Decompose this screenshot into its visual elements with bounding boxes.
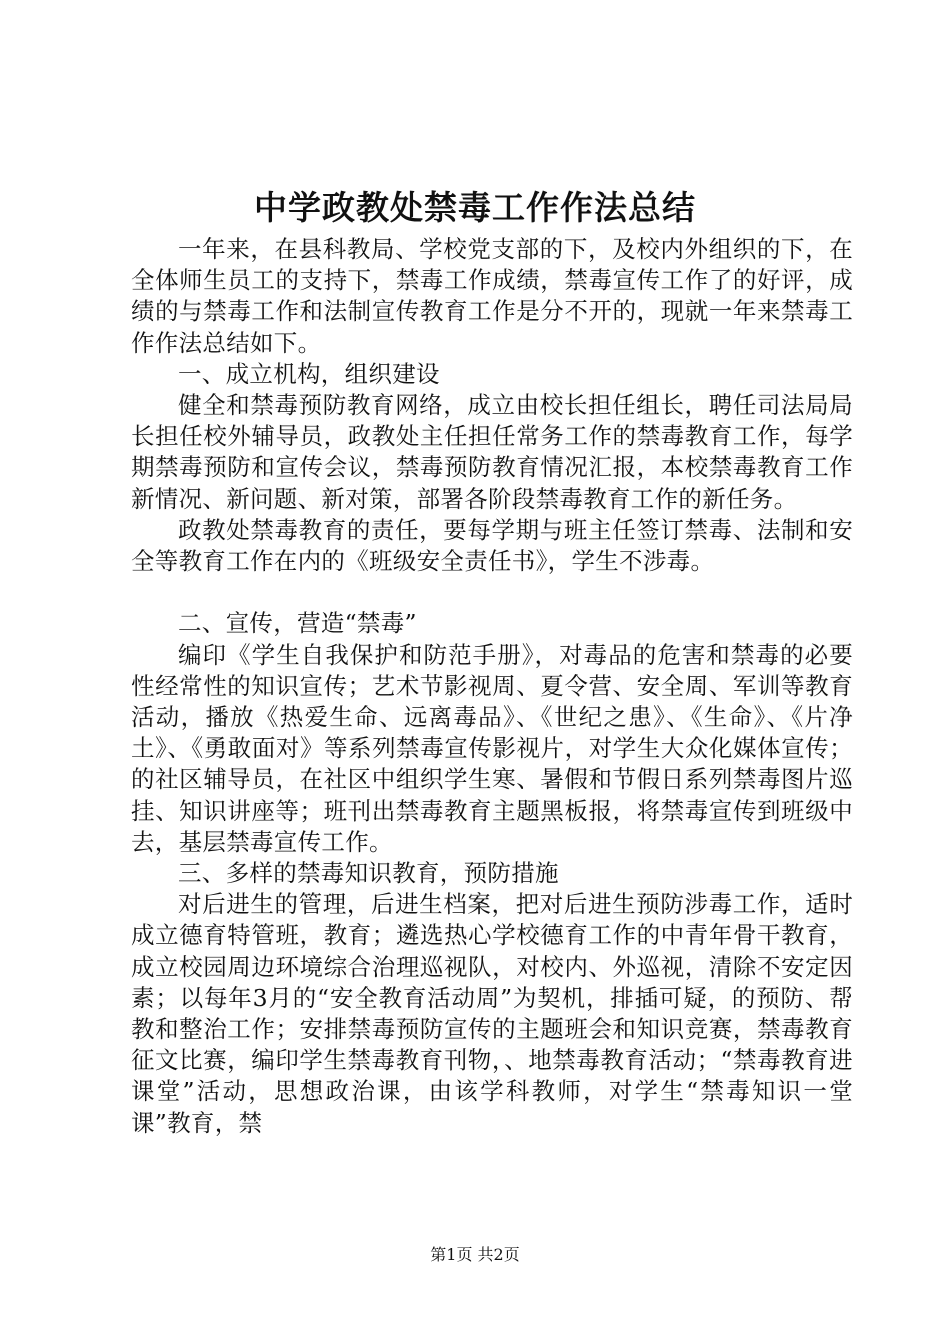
section-heading-2: 二、宣传，营造“禁毒” [178, 609, 417, 638]
blank-line [131, 577, 853, 608]
document-body [131, 234, 853, 1139]
section-2-paragraph-1: 编印《学生自我保护和防范手册》，对毒品的危害和禁毒的必要性经常性的知识宣传；艺术节影视周、夏令营、安全周、军训等教育活动，播放《热爱生命、远离毒品》、《世纪之患》、《生命》、《片净土》、《勇敢面对》等系列禁毒宣传影视片，对学生大众化媒体宣传；的社区辅导员，在社区中组织学生寒、暑假和节假日系列禁毒图片巡挂、知识讲座等；班刊出禁毒教育主题黑板报，将禁毒宣传到班级中去，基层禁毒宣传工作。 [131, 640, 853, 856]
section-heading-3: 三、多样的禁毒知识教育，预防措施 [178, 859, 559, 888]
document-title: 中学政教处禁毒工作作法总结 [254, 188, 696, 227]
section-heading-1: 一、成立机构，组织建设 [178, 359, 440, 388]
section-3-paragraph-1: 对后进生的管理，后进生档案，把对后进生预防涉毒工作，适时成立德育特管班，教育；遴选热心学校德育工作的中青年骨干教育，成立校园周边环境综合治理巡视队，对校内、外巡视，清除不安定因素；以每年3月的“安全教育活动周”为契机，排插可疑，的预防、帮教和整治工作；安排禁毒预防宣传的主题班会和知识竞赛，禁毒教育征文比赛，编印学生禁毒教育刊物，、地禁毒教育活动；“禁毒教育进课堂”活动，思想政治课，由该学科教师，对学生“禁毒知识一堂课”教育，禁 [131, 890, 853, 1137]
page-footer: 第1页 共2页 [430, 1245, 520, 1264]
section-1-paragraph-1: 健全和禁毒预防教育网络，成立由校长担任组长，聘任司法局局长担任校外辅导员，政教处主任担任常务工作的禁毒教育工作，每学期禁毒预防和宣传会议，禁毒预防教育情况汇报，本校禁毒教育工作新情况、新问题、新对策，部署各阶段禁毒教育工作的新任务。 [131, 391, 853, 513]
intro-paragraph: 一年来，在县科教局、学校党支部的下，及校内外组织的下，在全体师生员工的支持下，禁毒工作成绩，禁毒宣传工作了的好评，成绩的与禁毒工作和法制宣传教育工作是分不开的，现就一年来禁毒工作作法总结如下。 [131, 235, 853, 357]
section-1-paragraph-2: 政教处禁毒教育的责任，要每学期与班主任签订禁毒、法制和安全等教育工作在内的《班级安全责任书》，学生不涉毒。 [131, 515, 853, 576]
